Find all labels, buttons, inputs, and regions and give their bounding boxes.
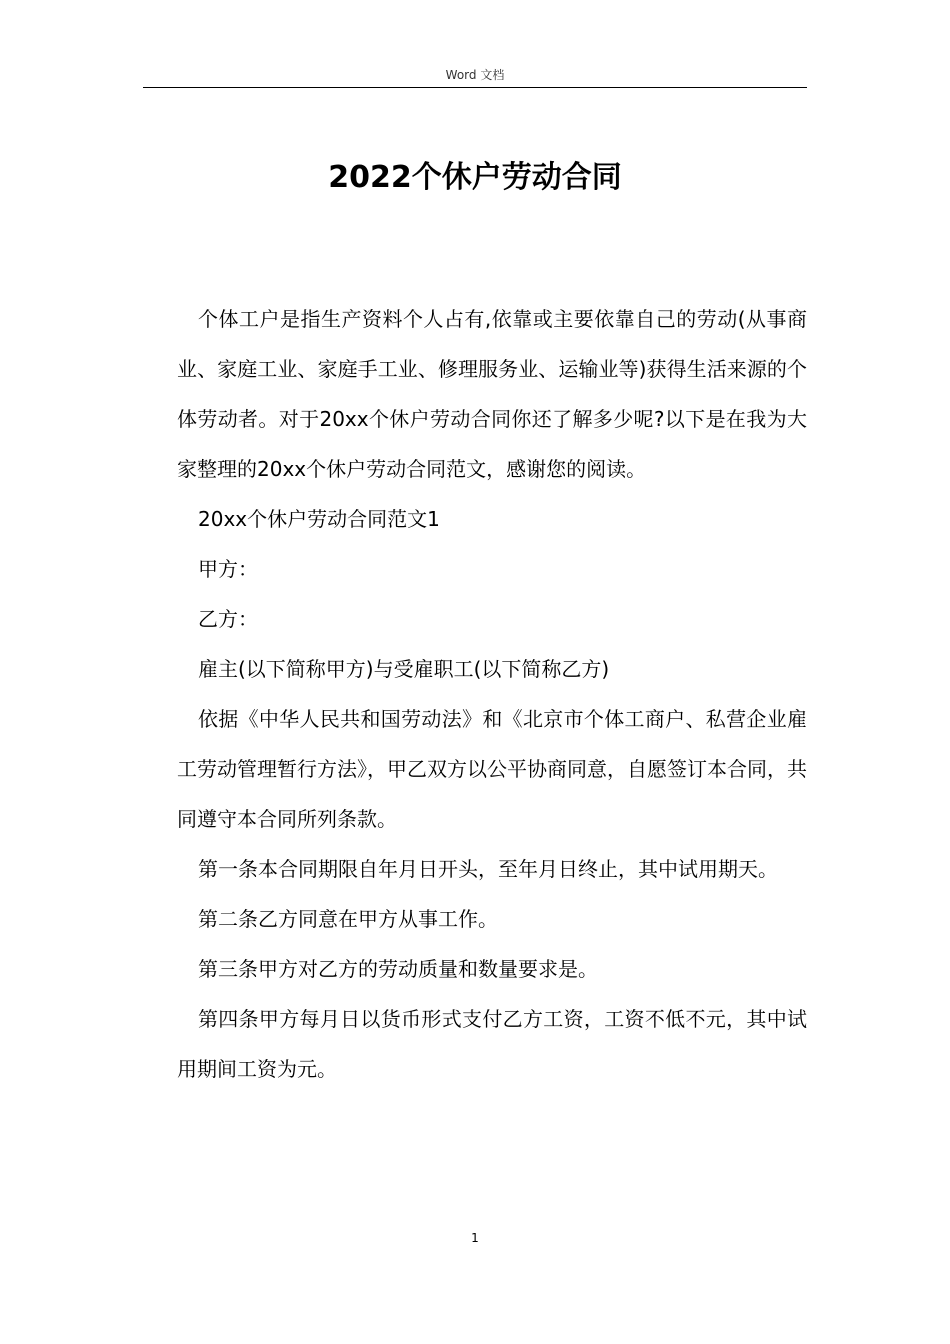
- parties-definition: 雇主(以下简称甲方)与受雇职工(以下简称乙方): [198, 657, 610, 681]
- article-4: 第四条甲方每月日以货币形式支付乙方工资，工资不低不元，其中试用期间工资为元。: [177, 1007, 807, 1081]
- document-title: 2022个休户劳动合同: [328, 160, 622, 195]
- header-divider: [143, 87, 807, 88]
- page-header: Word 文档: [445, 68, 505, 82]
- intro-paragraph: 个体工户是指生产资料个人占有,依靠或主要依靠自己的劳动(从事商业、家庭工业、家庭手工业、修理服务业、运输业等)获得生活来源的个体劳动者。对于20xx个休户劳动合同你还了解多少呢?以下是在我为大家整理的20xx个休户劳动合同范文，感谢您的阅读。: [177, 307, 807, 481]
- article-3: 第三条甲方对乙方的劳动质量和数量要求是。: [198, 957, 598, 981]
- document-body: [177, 294, 807, 1094]
- party-b-line: 乙方：: [198, 607, 258, 631]
- article-2: 第二条乙方同意在甲方从事工作。: [198, 907, 498, 931]
- article-1: 第一条本合同期限自年月日开头，至年月日终止，其中试用期天。: [198, 857, 778, 881]
- section-heading: 20xx个休户劳动合同范文1: [198, 507, 440, 531]
- page-number: 1: [471, 1231, 479, 1245]
- legal-basis-paragraph: 依据《中华人民共和国劳动法》和《北京市个体工商户、私营企业雇工劳动管理暂行方法》，甲乙双方以公平协商同意，自愿签订本合同，共同遵守本合同所列条款。: [177, 707, 807, 831]
- party-a-line: 甲方：: [198, 557, 258, 581]
